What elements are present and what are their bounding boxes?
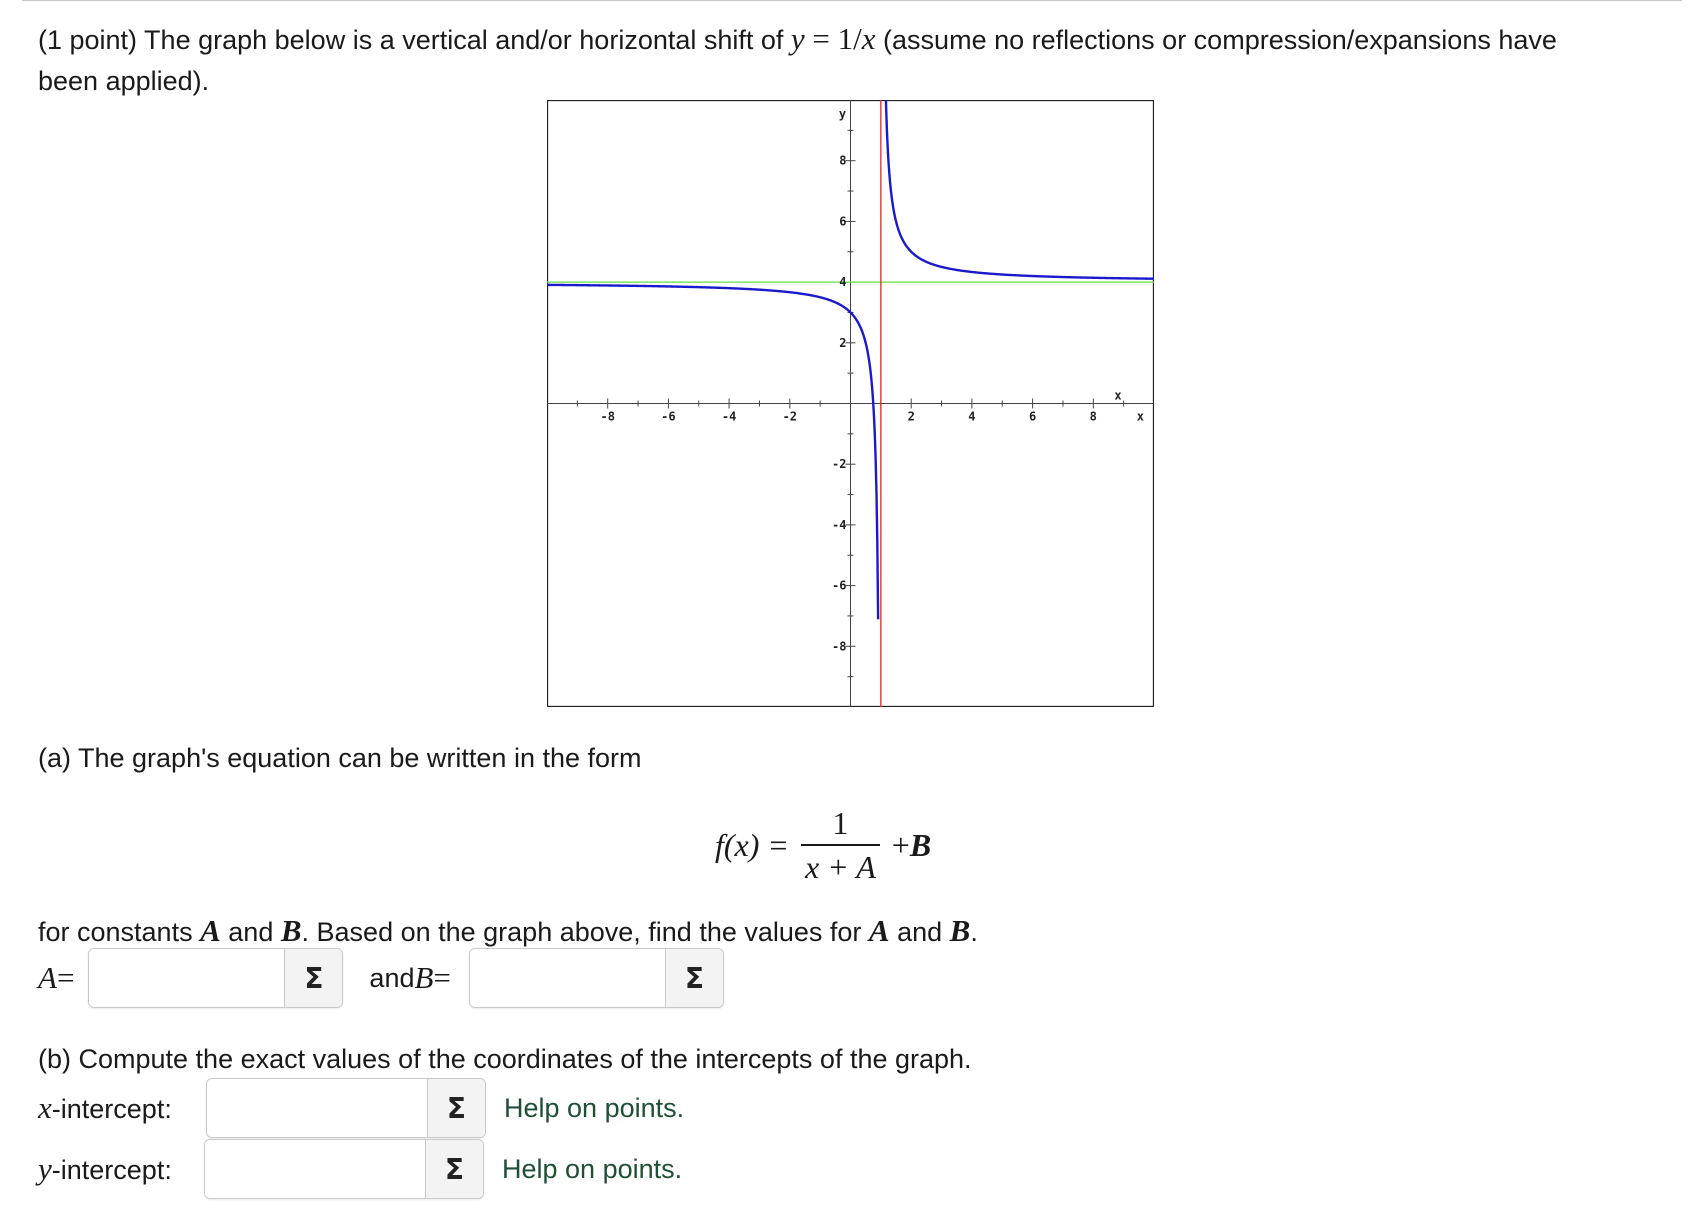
help-on-points-link-2[interactable]: Help on points. bbox=[502, 1153, 683, 1184]
formula-b: B bbox=[909, 826, 932, 863]
x-axis-label: x bbox=[1136, 409, 1144, 424]
y-intercept-label bbox=[38, 1151, 204, 1187]
problem-intro bbox=[38, 18, 1678, 102]
y-tick-label: -8 bbox=[832, 639, 847, 654]
intro-math-x: x bbox=[861, 21, 876, 56]
part-b-intro: (b) Compute the exact values of the coordinates of the intercepts of the graph. bbox=[38, 1044, 972, 1074]
answer-b-input[interactable] bbox=[470, 949, 665, 1007]
var-a: A bbox=[200, 913, 221, 948]
x-tick-label: 8 bbox=[1089, 409, 1097, 424]
sigma-button-x-intercept[interactable] bbox=[427, 1079, 485, 1137]
var-b-2: B bbox=[949, 913, 971, 948]
sentence-part1: for constants bbox=[38, 917, 201, 947]
y-tick-label: 8 bbox=[839, 153, 847, 168]
x-tick-label: 4 bbox=[968, 409, 976, 424]
formula-fraction bbox=[801, 806, 880, 884]
y-intercept-var: y bbox=[38, 1151, 52, 1186]
answer-row-ab bbox=[38, 948, 724, 1008]
x-tick-label: 2 bbox=[907, 409, 915, 424]
sigma-icon: Σ bbox=[444, 1152, 465, 1186]
y-intercept-input[interactable] bbox=[205, 1140, 425, 1198]
sentence-and2: and bbox=[889, 917, 950, 947]
answer-a-input[interactable] bbox=[89, 949, 284, 1007]
y-intercept-row bbox=[38, 1139, 682, 1199]
intro-math-one-over: 1/ bbox=[837, 21, 862, 56]
y-axis-label: y bbox=[838, 107, 847, 121]
part-a-sentence bbox=[38, 910, 978, 953]
sigma-icon: Σ bbox=[684, 961, 704, 995]
part-a-intro: (a) The graph's equation can be written in the form bbox=[38, 743, 642, 773]
and-label: and bbox=[369, 962, 415, 993]
fraction-bar bbox=[801, 844, 880, 846]
x-intercept-label bbox=[38, 1090, 206, 1126]
formula-denominator: x + A bbox=[805, 849, 876, 885]
x-intercept-text: -intercept: bbox=[51, 1094, 172, 1124]
top-divider bbox=[22, 0, 1682, 1]
y-intercept-group bbox=[204, 1139, 484, 1199]
help-on-points-link-1[interactable]: Help on points. bbox=[504, 1092, 685, 1123]
y-tick-label: 4 bbox=[839, 275, 847, 290]
x-tick-label: 6 bbox=[1028, 409, 1037, 424]
x-tick-label: -6 bbox=[661, 409, 676, 424]
sentence-and1: and bbox=[220, 917, 281, 947]
label-b: B bbox=[414, 960, 434, 995]
y-tick-label: 6 bbox=[839, 214, 847, 229]
sentence-end: . bbox=[970, 917, 978, 947]
x-axis-label-top: x bbox=[1114, 388, 1122, 403]
intro-prefix: (1 point) The graph below is a vertical and/or horizontal shift of bbox=[38, 25, 791, 55]
x-tick-label: -4 bbox=[721, 409, 737, 424]
formula-lhs: f(x) = bbox=[715, 826, 789, 863]
y-tick-label: 2 bbox=[839, 335, 847, 350]
answer-a-group bbox=[88, 948, 343, 1008]
x-tick-label: -2 bbox=[782, 409, 798, 424]
intro-suffix: (assume no reflections or compression/expansions have bbox=[875, 25, 1557, 55]
sigma-button-a[interactable] bbox=[284, 949, 342, 1007]
intro-math-eq: = bbox=[804, 21, 838, 56]
x-intercept-input[interactable] bbox=[207, 1079, 427, 1137]
y-tick-label: -6 bbox=[832, 578, 847, 593]
y-tick-label: -2 bbox=[832, 457, 847, 472]
formula-numerator: 1 bbox=[832, 805, 849, 841]
intro-math-y: y bbox=[790, 21, 805, 56]
label-a: A bbox=[38, 960, 57, 995]
formula bbox=[715, 800, 931, 890]
formula-plus: + bbox=[891, 826, 910, 863]
shift-graph bbox=[547, 100, 1154, 707]
intro-line2: been applied). bbox=[38, 66, 210, 96]
x-tick-label: -8 bbox=[600, 409, 615, 424]
y-intercept-text: -intercept: bbox=[51, 1155, 172, 1185]
x-intercept-row bbox=[38, 1078, 684, 1138]
sigma-icon: Σ bbox=[446, 1091, 467, 1125]
sigma-button-y-intercept[interactable] bbox=[425, 1140, 483, 1198]
label-a-eq: = bbox=[56, 960, 75, 995]
sigma-icon: Σ bbox=[304, 961, 324, 995]
label-b-eq: = bbox=[433, 960, 451, 995]
var-b: B bbox=[280, 913, 302, 948]
answer-b-group bbox=[469, 948, 724, 1008]
var-a-2: A bbox=[868, 913, 890, 948]
sentence-part2: . Based on the graph above, find the values for bbox=[301, 917, 869, 947]
x-intercept-group bbox=[206, 1078, 486, 1138]
x-intercept-var: x bbox=[38, 1090, 52, 1125]
y-tick-label: -4 bbox=[832, 517, 847, 532]
sigma-button-b[interactable] bbox=[665, 949, 723, 1007]
